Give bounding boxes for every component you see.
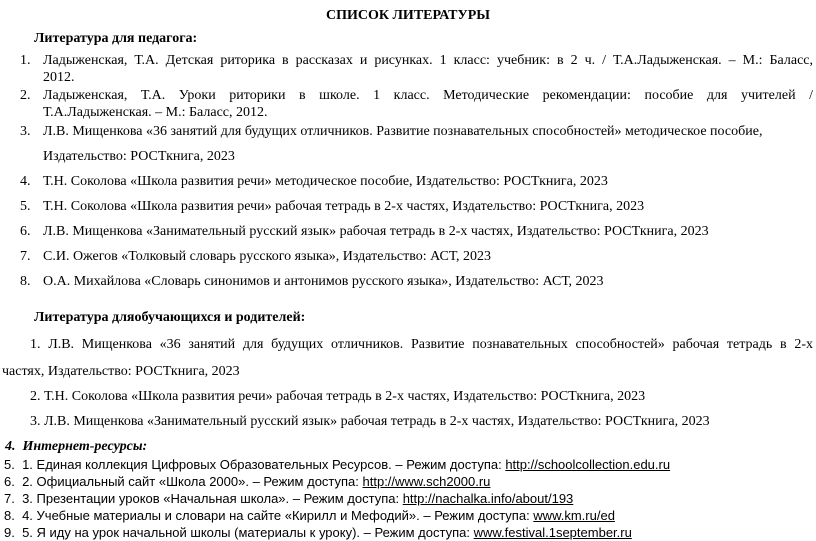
list-item: 1. Л.В. Мищенкова «36 занятий для будущих отличников. Развитие познавательных способностей» рабочая тетрадь в 2-х	[30, 337, 813, 352]
list-item-continuation: частях, Издательство: РОСТкнига, 2023	[2, 364, 240, 379]
list-item-number: 6.	[20, 224, 31, 239]
list-item: 2. Т.Н. Соколова «Школа развития речи» рабочая тетрадь в 2-х частях, Издательство: РОСТкнига, 2023	[30, 389, 646, 404]
list-item: Л.В. Мищенкова «Занимательный русский язык» рабочая тетрадь в 2-х частях, Издательство: РОСТкнига, 2023	[43, 224, 709, 239]
list-item: 3. Л.В. Мищенкова «Занимательный русский язык» рабочая тетрадь в 2-х частях, Издательство: РОСТкнига, 2023	[30, 414, 710, 429]
list-item	[4, 457, 670, 473]
resource-description: 1. Единая коллекция Цифровых Образовательных Ресурсов. – Режим доступа:	[22, 457, 506, 472]
list-item-number: 4.	[20, 174, 31, 189]
list-item-continuation: Т.А.Ладыженская. – М.: Баласс, 2012.	[43, 105, 268, 120]
teacher-section-heading: Литература для педагога:	[34, 31, 198, 46]
list-item	[4, 508, 615, 524]
list-item: С.И. Ожегов «Толковый словарь русского языка», Издательство: АСТ, 2023	[43, 249, 491, 264]
resource-description: 5. Я иду на урок начальной школы (материалы к уроку). – Режим доступа:	[22, 525, 474, 540]
list-item-number: 3.	[20, 124, 31, 139]
resource-link[interactable]: http://schoolcollection.edu.ru	[505, 457, 671, 472]
list-item: Ладыженская, Т.А. Уроки риторики в школе. 1 класс. Методические рекомендации: пособие для учителей /	[43, 88, 813, 103]
resource-link[interactable]: http://nachalka.info/about/193	[402, 491, 574, 506]
list-item-continuation: Издательство: РОСТкнига, 2023	[43, 149, 235, 164]
resource-description: 3. Презентации уроков «Начальная школа». – Режим доступа:	[22, 491, 403, 506]
list-item: Л.В. Мищенкова «36 занятий для будущих отличников. Развитие познавательных способностей» методическое пособие,	[43, 124, 763, 139]
resource-link[interactable]: www.km.ru/ed	[533, 508, 615, 523]
list-item: Т.Н. Соколова «Школа развития речи» рабочая тетрадь в 2-х частях, Издательство: РОСТкнига, 2023	[43, 199, 645, 214]
list-item: Ладыженская, Т.А. Детская риторика в рассказах и рисунках. 1 класс: учебник: в 2 ч. / Т.А.Ладыженская. – М.: Баласс,	[43, 53, 813, 68]
student-section-heading: Литература дляобучающихся и родителей:	[34, 310, 306, 325]
list-item-number: 2.	[20, 88, 31, 103]
list-item-number: 5.	[20, 199, 31, 214]
list-item-number: 8.	[4, 508, 15, 523]
resource-description: 2. Официальный сайт «Школа 2000». – Режим доступа:	[22, 474, 363, 489]
list-item: Т.Н. Соколова «Школа развития речи» методическое пособие, Издательство: РОСТкнига, 2023	[43, 174, 608, 189]
internet-section-number: 4.	[5, 439, 16, 454]
internet-section-title: Интернет-ресурсы:	[22, 439, 148, 454]
resource-description: 4. Учебные материалы и словари на сайте «Кирилл и Мефодий». – Режим доступа:	[22, 508, 534, 523]
list-item-number: 7.	[4, 491, 15, 506]
list-item	[4, 474, 490, 490]
list-item-number: 7.	[20, 249, 31, 264]
list-item	[4, 525, 632, 541]
document-title: СПИСОК ЛИТЕРАТУРЫ	[325, 8, 491, 23]
list-item-continuation: 2012.	[43, 70, 75, 85]
list-item-number: 5.	[4, 457, 15, 472]
resource-link[interactable]: www.festival.1september.ru	[473, 525, 632, 540]
list-item-number: 9.	[4, 525, 15, 540]
internet-section-heading	[5, 439, 147, 455]
list-item-number: 1.	[20, 53, 31, 68]
list-item	[4, 491, 573, 507]
list-item: О.А. Михайлова «Словарь синонимов и антонимов русского языка», Издательство: АСТ, 2023	[43, 274, 604, 289]
resource-link[interactable]: http://www.sch2000.ru	[362, 474, 491, 489]
list-item-number: 6.	[4, 474, 15, 489]
list-item-number: 8.	[20, 274, 31, 289]
